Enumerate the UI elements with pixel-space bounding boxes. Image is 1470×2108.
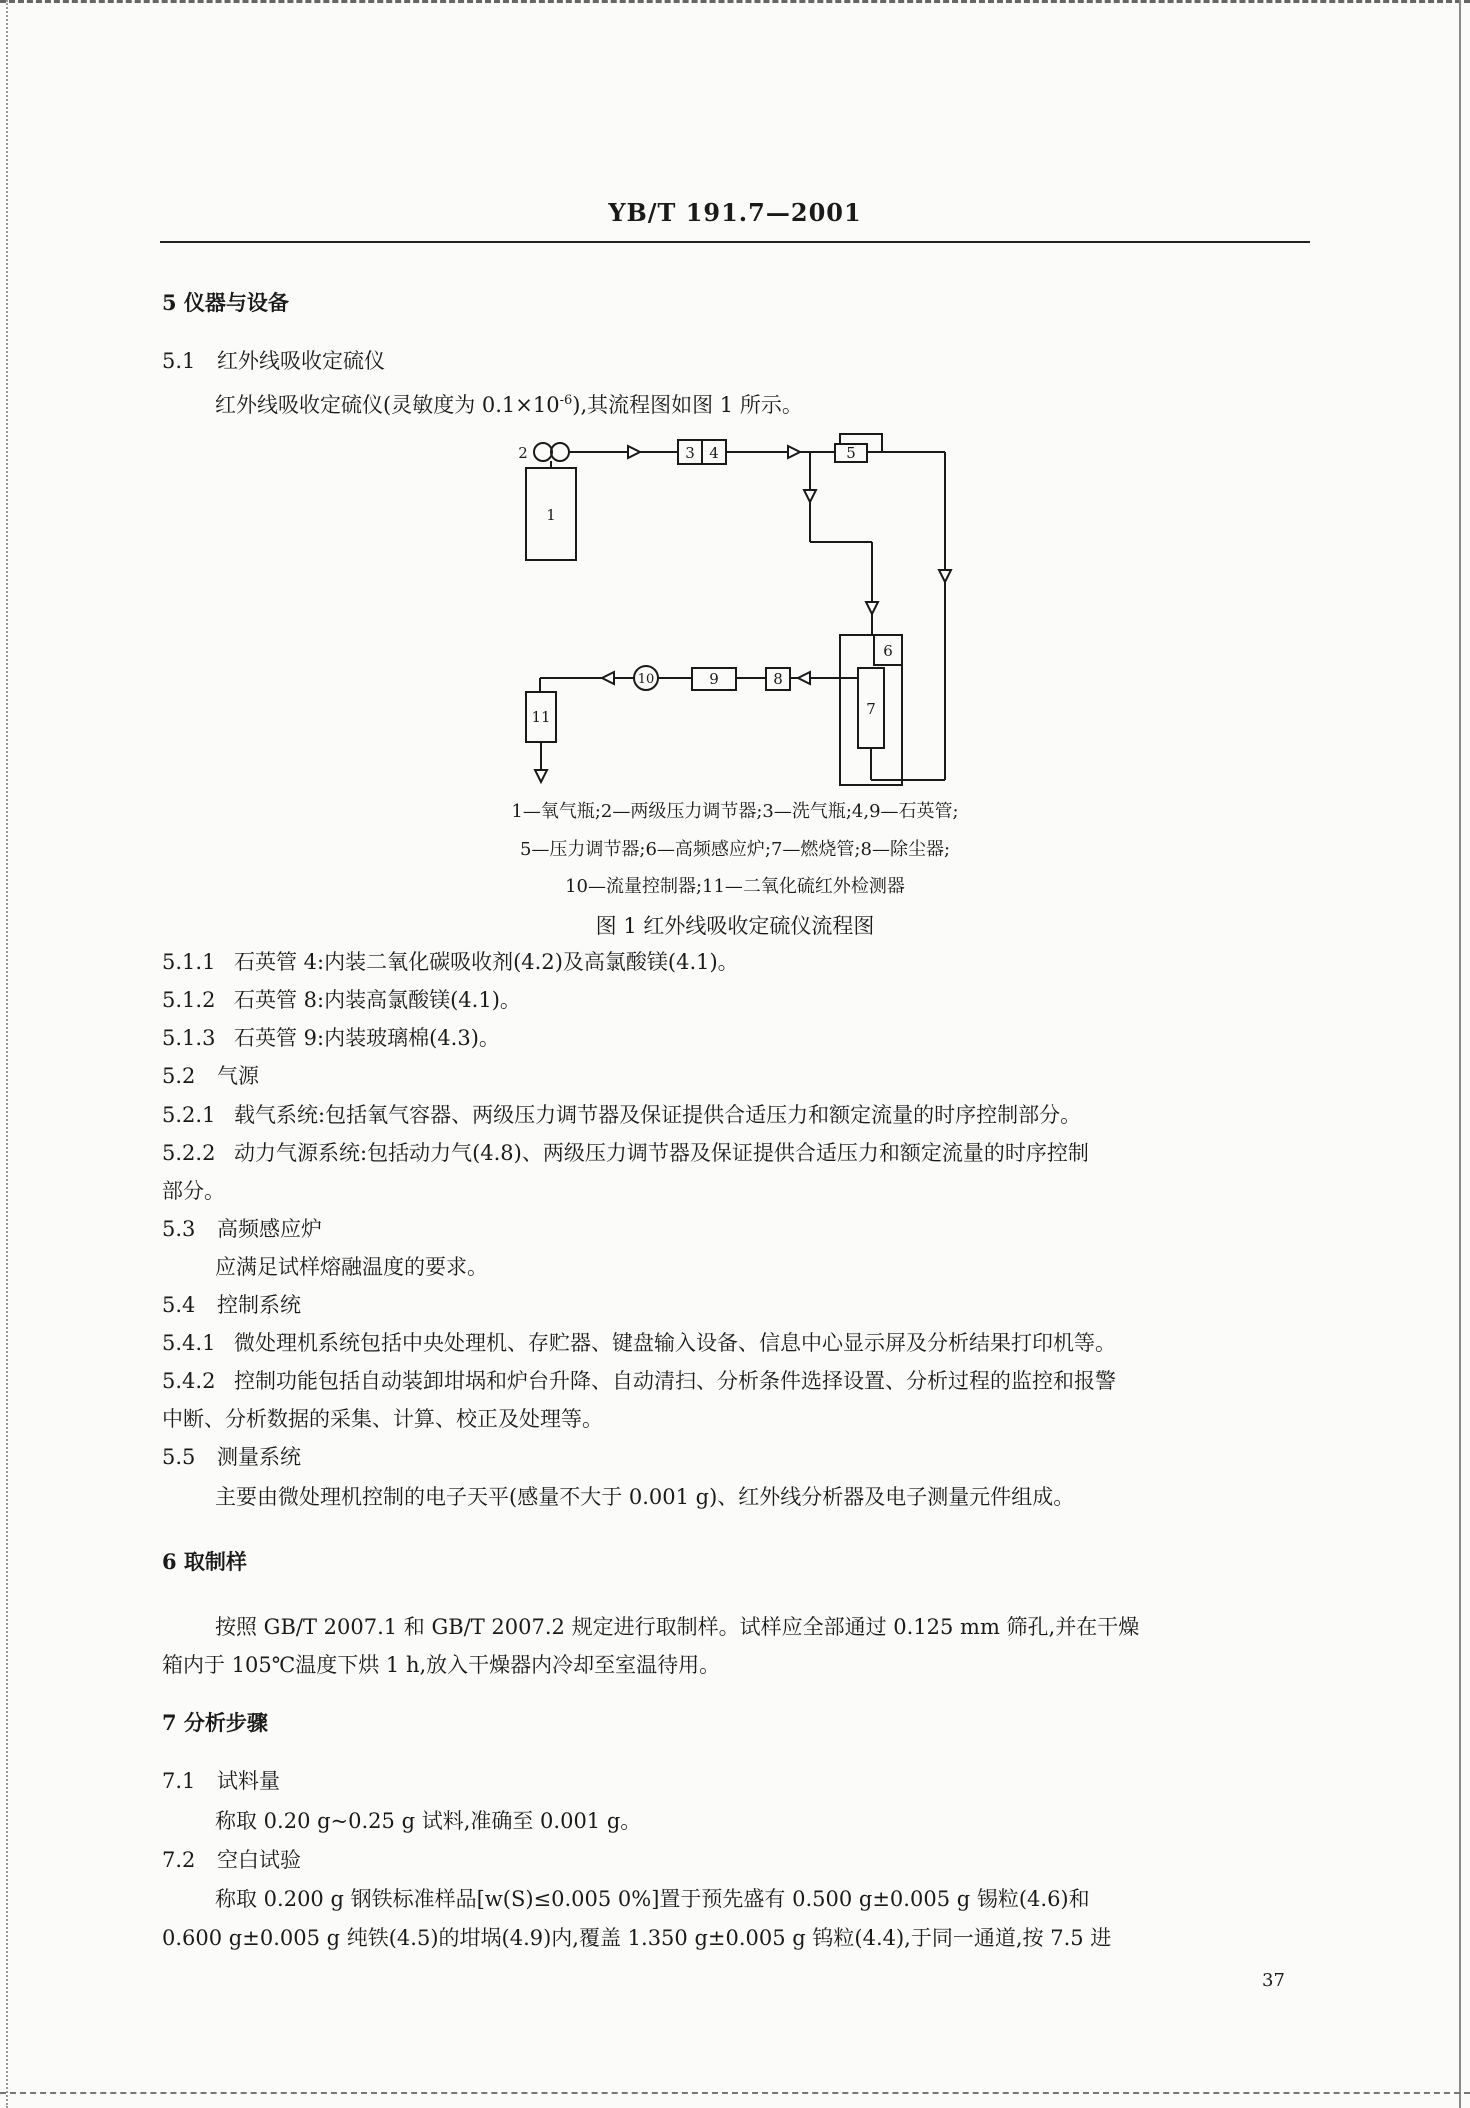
diagram-label-3: 3 [685,444,695,462]
text-pre: 红外线吸收定硫仪(灵敏度为 0.1×10 [215,393,560,417]
item-number: 5.1.2 [162,988,216,1012]
item-5-1-1 [162,947,739,977]
item-5-4 [162,1290,301,1320]
item-text: 石英管 9:内装玻璃棉(4.3)。 [234,1026,500,1050]
diagram-label-11: 11 [531,708,551,726]
item-text: 微处理机系统包括中央处理机、存贮器、键盘输入设备、信息中心显示屏及分析结果打印机等。 [234,1331,1116,1355]
item-text: 控制功能包括自动装卸坩埚和炉台升降、自动清扫、分析条件选择设置、分析过程的监控和报警 [234,1369,1116,1393]
figure-caption: 图 1 红外线吸收定硫仪流程图 [595,914,875,938]
item-text: 测量系统 [217,1445,301,1469]
item-5-2-1 [162,1100,1081,1130]
item-5-5-text [215,1482,1074,1512]
item-number: 5.1.3 [162,1026,216,1050]
section-title: 空白试验 [217,1848,301,1872]
item-number: 5.5 [162,1445,196,1469]
item-5-1-2 [162,985,521,1015]
section-title: 红外线吸收定硫仪 [217,349,385,373]
item-number: 5.4 [162,1293,196,1317]
scan-edge-right [1459,0,1461,2108]
section-7-title: 7 分析步骤 [162,1710,268,1735]
item-5-5 [162,1442,301,1472]
item-number: 5.2.1 [162,1103,216,1127]
header-rule [160,241,1310,243]
item-5-4-2 [162,1366,1116,1396]
section-7-2-para-line-2: 0.600 g±0.005 g 纯铁(4.5)的坩埚(4.9)内,覆盖 1.350 g±0.005 g 钨粒(4.4),于同一通道,按 7.5 进 [162,1926,1112,1950]
item-text: 应满足试样熔融温度的要求。 [215,1255,488,1279]
component-2-regulator-b [551,443,569,461]
section-5-title: 5 仪器与设备 [162,290,289,315]
section-7-1-text: 称取 0.20 g~0.25 g 试料,准确至 0.001 g。 [215,1809,642,1833]
diagram-label-5: 5 [846,444,856,462]
item-text: 高频感应炉 [217,1217,322,1241]
section-number: 7.1 [162,1769,196,1793]
section-7-2-para-line-1: 称取 0.200 g 钢铁标准样品[w(S)≤0.005 0%]置于预先盛有 0.500 g±0.005 g 锡粒(4.6)和 [215,1887,1090,1911]
page-header: YB/T 191.7—2001 [608,198,862,227]
section-6-title: 6 取制样 [162,1549,247,1574]
item-number: 5.2.2 [162,1141,216,1165]
flow-arrow [866,602,878,614]
item-text: 部分。 [162,1179,225,1203]
item-text: 载气系统:包括氧气容器、两级压力调节器及保证提供合适压力和额定流量的时序控制部分。 [234,1103,1082,1127]
diagram-label-6: 6 [883,642,893,660]
flow-arrow [628,446,640,458]
item-5-2-2 [162,1138,1089,1168]
item-text: 石英管 8:内装高氯酸镁(4.1)。 [234,988,521,1012]
item-text: 动力气源系统:包括动力气(4.8)、两级压力调节器及保证提供合适压力和额定流量的时序控制 [234,1141,1089,1165]
flow-arrow [535,770,547,782]
section-5-1-text [215,386,803,420]
text-post: ),其流程图如图 1 所示。 [572,393,803,417]
diagram-label-4: 4 [709,444,719,462]
diagram-label-2: 2 [518,444,528,462]
item-text: 控制系统 [217,1293,301,1317]
item-5-1-3 [162,1023,500,1053]
item-5-4-1 [162,1328,1116,1358]
diagram-label-1: 1 [546,506,556,524]
section-number: 7.2 [162,1848,196,1872]
item-number: 5.3 [162,1217,196,1241]
item-5-3-text [215,1252,488,1282]
scan-edge-left [6,0,10,2108]
page-number: 37 [1262,1970,1285,1991]
item-number: 5.4.2 [162,1369,216,1393]
flow-arrow [798,672,810,684]
flow-arrow [788,446,800,458]
component-2-regulator [534,443,552,461]
section-5-1-heading [162,346,385,376]
superscript: -6 [559,393,573,408]
scan-edge-bottom [0,2092,1470,2098]
item-text: 石英管 4:内装二氧化碳吸收剂(4.2)及高氯酸镁(4.1)。 [234,950,739,974]
flow-diagram [510,430,990,800]
item-text: 中断、分析数据的采集、计算、校正及处理等。 [162,1407,603,1431]
section-6-para-line-2: 箱内于 105℃温度下烘 1 h,放入干燥器内冷却至室温待用。 [162,1653,721,1677]
figure-legend-line-3: 10—流量控制器;11—二氧化硫红外检测器 [565,876,905,897]
section-7-2-heading [162,1845,301,1875]
section-7-1-heading [162,1766,280,1796]
section-title: 试料量 [217,1769,280,1793]
diagram-label-7: 7 [866,700,876,718]
item-number: 5.2 [162,1064,196,1088]
item-number: 5.1.1 [162,950,216,974]
figure-legend-line-2: 5—压力调节器;6—高频感应炉;7—燃烧管;8—除尘器; [519,839,951,860]
item-5-2-2-cont [162,1176,225,1206]
item-text: 主要由微处理机控制的电子天平(感量不大于 0.001 g)、红外线分析器及电子测量元件组成。 [215,1485,1075,1509]
diagram-label-8: 8 [773,670,783,688]
scan-edge-top [0,0,1470,7]
item-5-4-2-cont [162,1404,603,1434]
flow-arrow [602,672,614,684]
item-number: 5.4.1 [162,1331,216,1355]
diagram-label-9: 9 [709,670,719,688]
diagram-label-10: 10 [637,672,655,687]
flow-arrow [804,490,816,502]
item-5-2 [162,1061,259,1091]
section-number: 5.1 [162,349,196,373]
section-6-para-line-1: 按照 GB/T 2007.1 和 GB/T 2007.2 规定进行取制样。试样应全部通过 0.125 mm 筛孔,并在干燥 [215,1615,1140,1639]
item-5-3 [162,1214,322,1244]
flow-arrow [939,570,951,582]
figure-legend-line-1: 1—氧气瓶;2—两级压力调节器;3—洗气瓶;4,9—石英管; [511,801,959,822]
item-text: 气源 [217,1064,259,1088]
